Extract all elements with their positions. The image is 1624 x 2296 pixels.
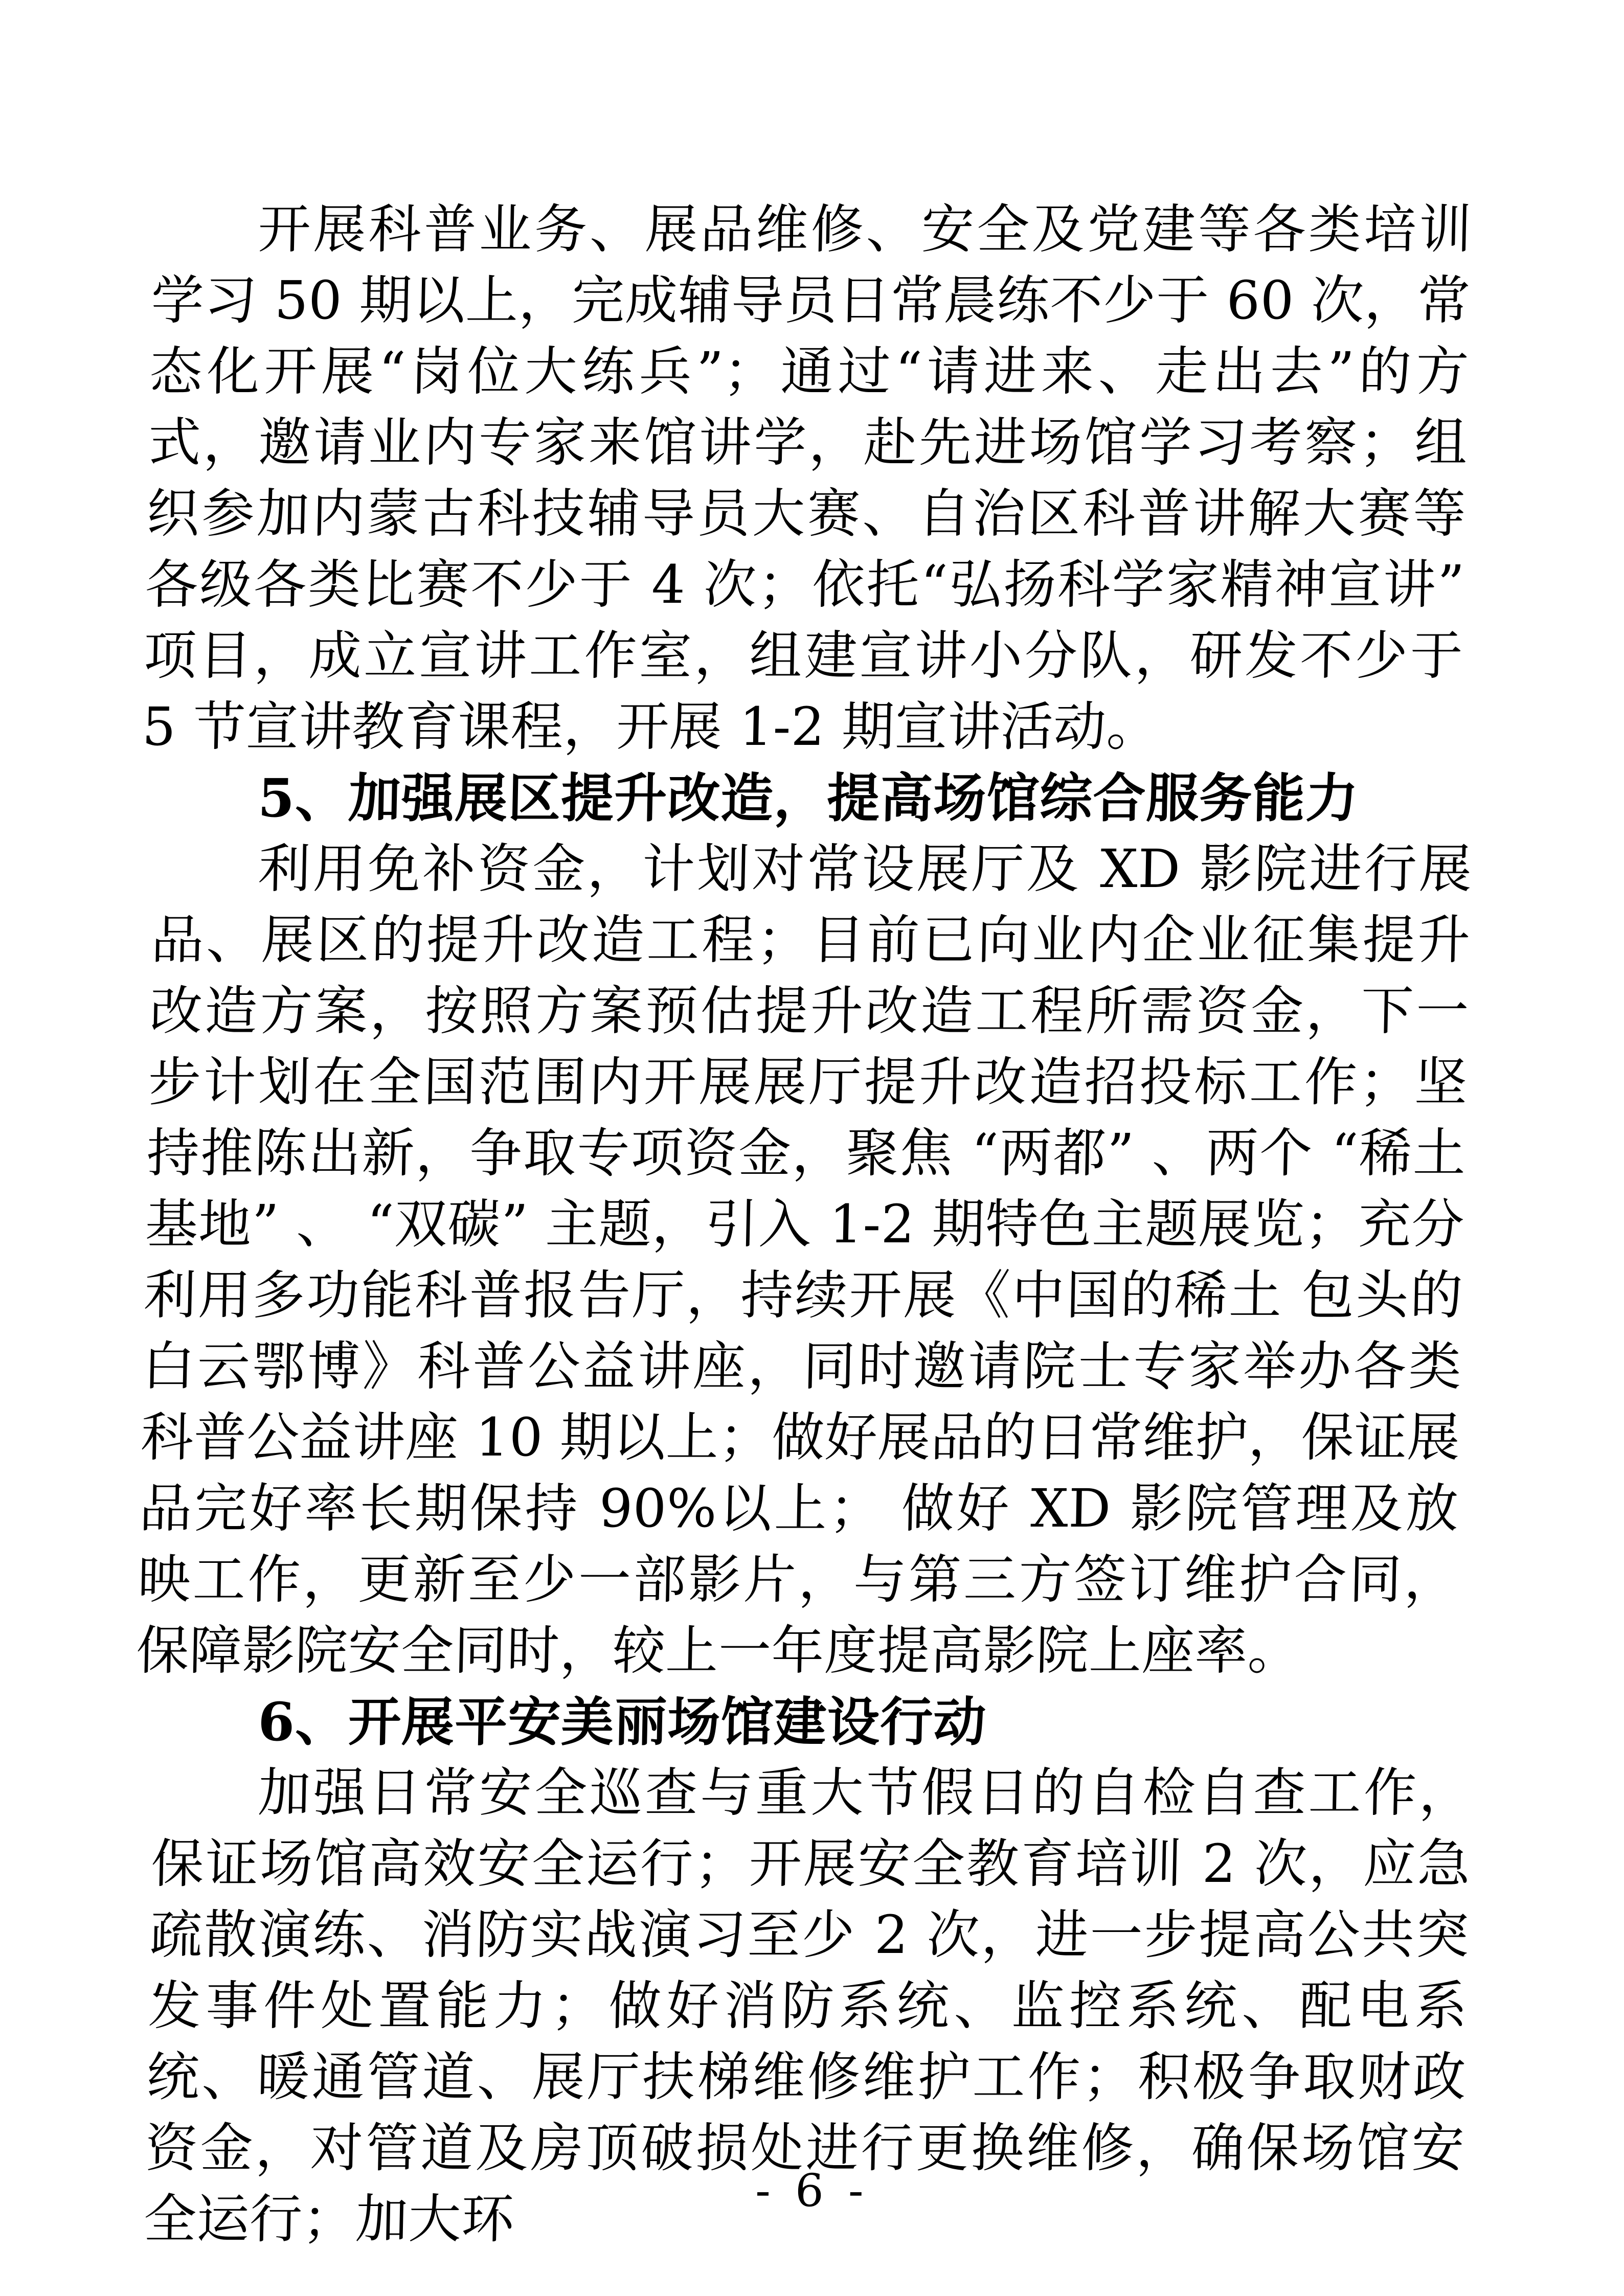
body-paragraph-training: 开展科普业务、展品维修、安全及党建等各类培训学习 50 期以上，完成辅导员日常晨练不少于 60 次，常态化开展“岗位大练兵”；通过“请进来、走出去”的方式，邀请业内专家来馆讲学，赴先进场馆学习考察；组织参加内蒙古科技辅导员大赛、自治区科普讲解大赛等各级各类比赛不少于 4 次；依托“弘扬科学家精神宣讲”项目，成立宣讲工作室，组建宣讲小分队，研发不少于 5 节宣讲教育课程，开展 1-2 期宣讲活动。 bbox=[141, 199, 1473, 758]
page-number: - 6 - bbox=[755, 2164, 869, 2217]
body-paragraph-exhibition-upgrade: 利用免补资金，计划对常设展厅及 XD 影院进行展品、展区的提升改造工程；目前已向业内企业征集提升改造方案，按照方案预估提升改造工程所需资金，下一步计划在全国范围内开展展厅提升改造招投标工作；坚持推陈出新，争取专项资金，聚焦 “两都” 、两个 “稀土基地” 、 “双碳” 主题，引入 1-2 期特色主题展览；充分利用多功能科普报告厅，持续开展《中国的稀土 包头的白云鄂博》科普公益讲座，同时邀请院士专家举办各类科普公益讲座 10 期以上；做好展品的日常维护，保证展品完好率长期保持 90%以上； 做好 XD 影院管理及放映工作，更新至少一部影片，与第三方签订维护合同，保障影院安全同时，较上一年度提高影院上座率。 bbox=[136, 838, 1473, 1681]
page-text-column bbox=[136, 194, 1473, 2255]
body-paragraph-safety: 加强日常安全巡查与重大节假日的自检自查工作，保证场馆高效安全运行；开展安全教育培训 2 次，应急疏散演练、消防实战演习至少 2 次，进一步提高公共突发事件处置能力；做好消防系统、监控系统、配电系统、暖通管道、展厅扶梯维修维护工作；积极争取财政资金，对管道及房顶破损处进行更换维修，确保场馆安全运行；加大环 bbox=[143, 1762, 1473, 2250]
section-heading-5: 5、加强展区提升改造，提高场馆综合服务能力 bbox=[257, 767, 1360, 829]
section-heading-6: 6、开展平安美丽场馆建设行动 bbox=[257, 1691, 987, 1753]
